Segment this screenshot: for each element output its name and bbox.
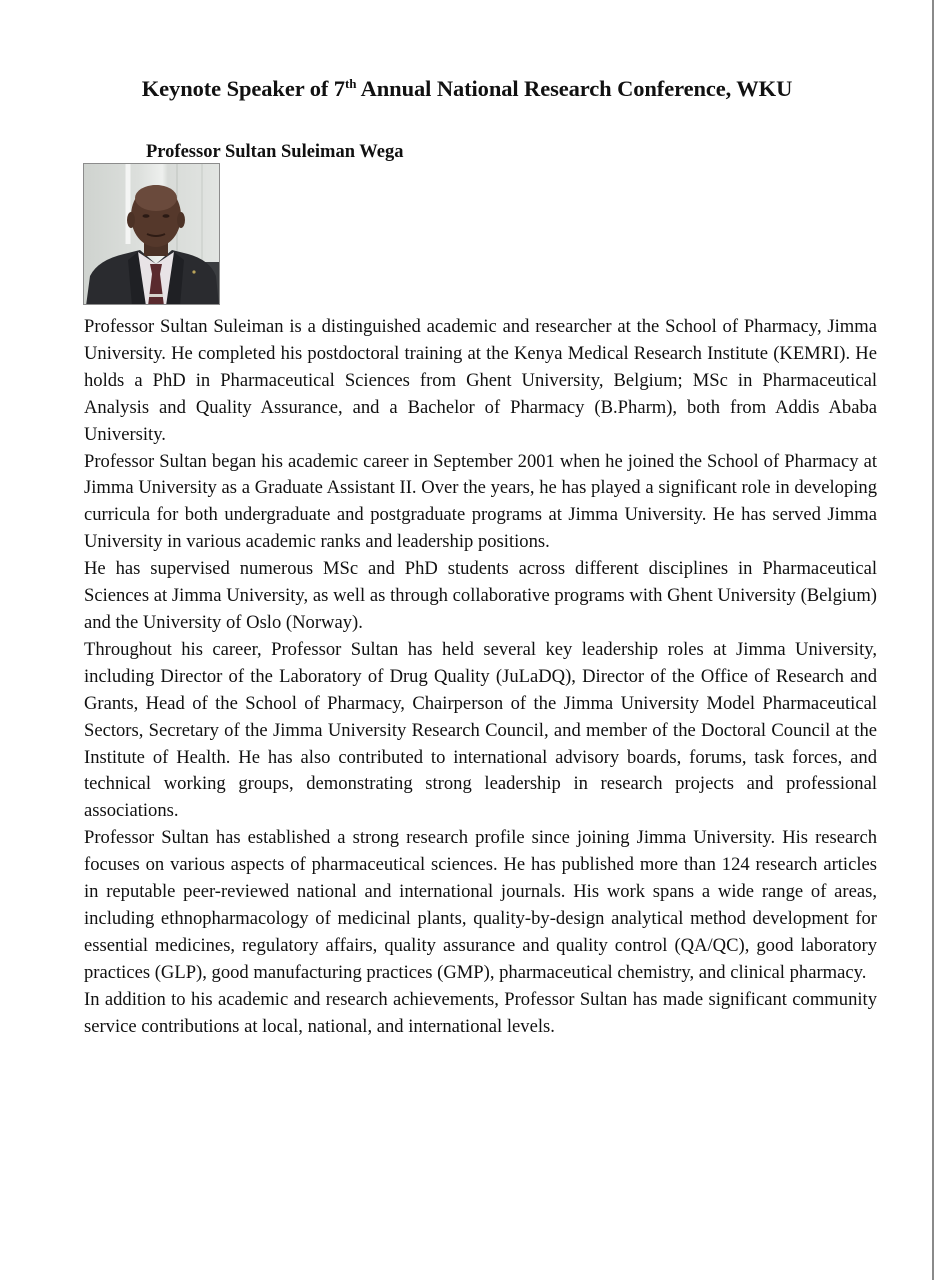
bio-paragraph-leadership: Throughout his career, Professor Sultan has held several key leadership roles at Jimma University, including Director of the Laboratory of Drug Quality (JuLaDQ), Director of the Office of Research and Grants, Head of the School of Pharmacy, Chairperson of the Jimma University Model Pharmaceutical Sectors, Secretary of the Jimma University Research Council, and member of the Doctoral Council at the Institute of Health. He has also contributed to international advisory boards, forums, task forces, and technical working groups, demonstrating strong leadership in research projects and professional associations. bbox=[84, 638, 877, 822]
bio-paragraph-research: Professor Sultan has established a strong research profile since joining Jimma University. His research focuses on various aspects of pharmaceutical sciences. He has published more than 124 research articles in reputable peer-reviewed national and international journals. His work spans a wide range of areas, including ethnopharmacology of medicinal plants, quality-by-design analytical method development for essential medicines, regulatory affairs, quality assurance and quality control (QA/QC), good laboratory practices (GLP), good manufacturing practices (GMP), pharmaceutical chemistry, and clinical pharmacy. bbox=[84, 827, 877, 983]
bio-paragraph-career: Professor Sultan began his academic career in September 2001 when he joined the School of Pharmacy at Jimma University as a Graduate Assistant II. Over the years, he has played a significant role in developing curricula for both undergraduate and postgraduate programs at Jimma University. He has served Jimma University in various academic ranks and leadership positions. bbox=[84, 450, 877, 553]
title-prefix: Keynote Speaker of 7 bbox=[141, 76, 345, 101]
speaker-photo bbox=[83, 163, 220, 305]
portrait-icon bbox=[84, 164, 220, 305]
speaker-name: Professor Sultan Suleiman Wega bbox=[146, 142, 404, 162]
page-title bbox=[0, 76, 934, 102]
bio-paragraph-community: In addition to his academic and research achievements, Professor Sultan has made significant community service contributions at local, national, and international levels. bbox=[84, 988, 877, 1037]
title-superscript: th bbox=[344, 76, 357, 91]
title-suffix: Annual National Research Conference, WKU bbox=[356, 76, 793, 101]
bio-paragraph-supervision: He has supervised numerous MSc and PhD students across different disciplines in Pharmaceutical Sciences at Jimma University, as well as through collaborative programs with Ghent University (Belgium) and the University of Oslo (Norway). bbox=[84, 558, 877, 633]
bio-paragraph-education: Professor Sultan Suleiman is a distinguished academic and researcher at the School of Pharmacy, Jimma University. He completed his postdoctoral training at the Kenya Medical Research Institute (KEMRI). He holds a PhD in Pharmaceutical Sciences from Ghent University, Belgium; MSc in Pharmaceutical Analysis and Quality Assurance, and a Bachelor of Pharmacy (B.Pharm), both from Addis Ababa University. bbox=[84, 316, 877, 445]
biography bbox=[84, 314, 877, 1040]
